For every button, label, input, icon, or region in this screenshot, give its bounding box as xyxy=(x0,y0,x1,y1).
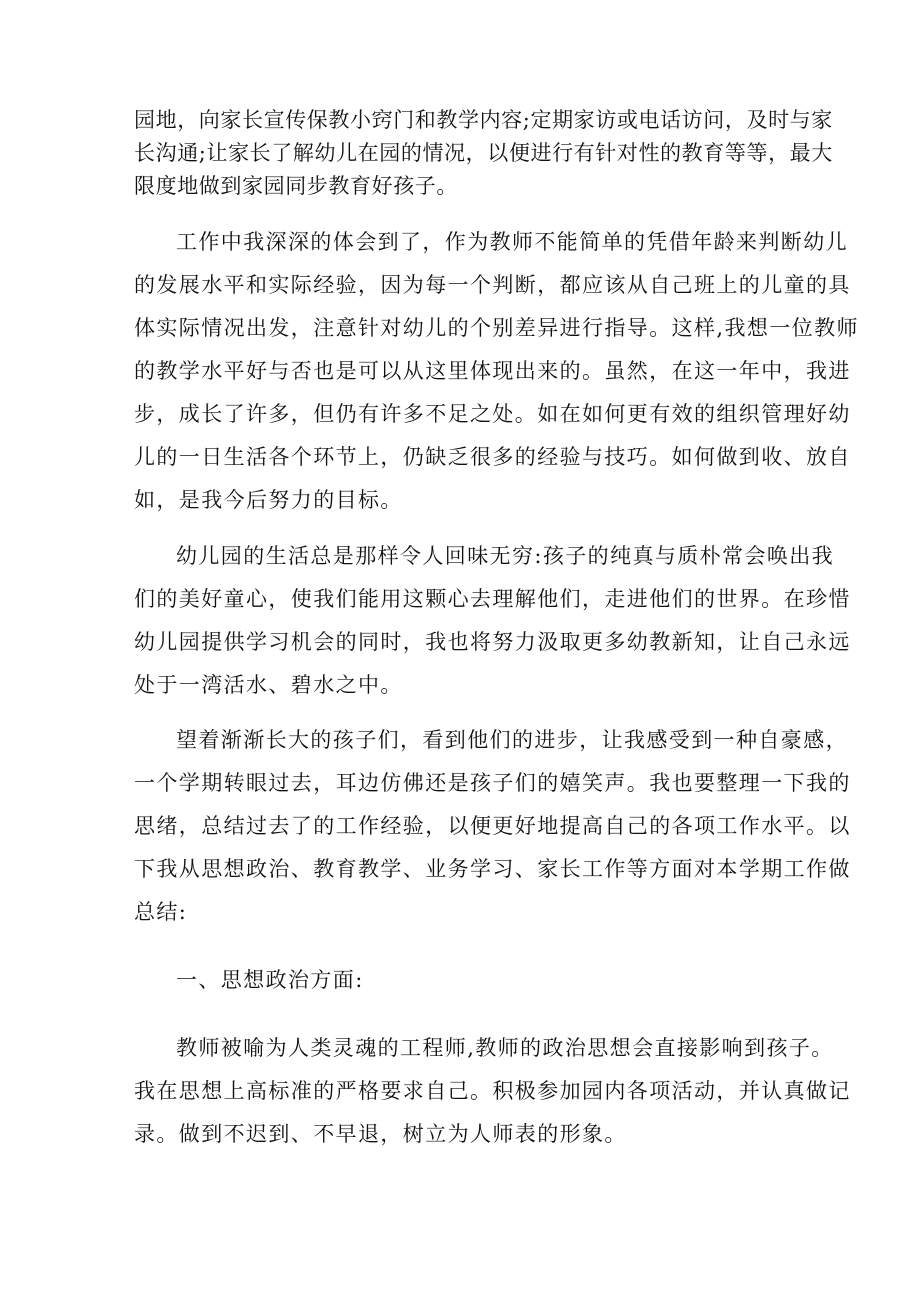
paragraph-line: 如，是我今后努力的目标。 xyxy=(134,488,403,512)
paragraph-line: 幼儿园的生活总是那样令人回味无穷:孩子的纯真与质朴常会唤出我 xyxy=(176,544,835,568)
paragraph-line: 一个学期转眼过去，耳边仿佛还是孩子们的嬉笑声。我也要整理一下我的 xyxy=(134,771,851,795)
paragraph-line: 望着渐渐长大的孩子们，看到他们的进步，让我感受到一种自豪感， xyxy=(176,728,848,752)
paragraph-1 xyxy=(134,104,833,203)
paragraph-2 xyxy=(134,221,859,522)
paragraph-line: 限度地做到家园同步教育好孩子。 xyxy=(134,174,458,198)
paragraph-line: 体实际情况出发，注意针对幼儿的个别差异进行指导。这样,我想一位教师 xyxy=(134,316,859,340)
section-heading-text: 一、思想政治方面: xyxy=(176,968,364,992)
paragraph-line: 们的美好童心，使我们能用这颗心去理解他们，走进他们的世界。在珍惜 xyxy=(134,587,851,611)
paragraph-line: 工作中我深深的体会到了，作为教师不能简单的凭借年龄来判断幼儿 xyxy=(176,230,848,254)
paragraph-line: 步，成长了许多，但仍有许多不足之处。如在如何更有效的组织管理好幼 xyxy=(134,402,851,426)
paragraph-4 xyxy=(134,719,851,934)
paragraph-line: 的发展水平和实际经验，因为每一个判断，都应该从自己班上的儿童的具 xyxy=(134,273,851,297)
paragraph-line: 思绪，总结过去了的工作经验，以便更好地提高自己的各项工作水平。以 xyxy=(134,814,851,838)
paragraph-line: 的教学水平好与否也是可以从这里体现出来的。虽然，在这一年中，我进 xyxy=(134,359,851,383)
paragraph-line: 处于一湾活水、碧水之中。 xyxy=(134,673,403,697)
paragraph-line: 录。做到不迟到、不早退，树立为人师表的形象。 xyxy=(134,1122,627,1146)
section-heading xyxy=(134,959,794,1002)
paragraph-line: 长沟通;让家长了解幼儿在园的情况，以便进行有针对性的教育等等，最大 xyxy=(134,141,833,165)
paragraph-line: 园地，向家长宣传保教小窍门和教学内容;定期家访或电话访问，及时与家 xyxy=(134,108,833,132)
paragraph-line: 教师被喻为人类灵魂的工程师,教师的政治思想会直接影响到孩子。 xyxy=(176,1036,834,1060)
paragraph-6 xyxy=(134,1027,851,1156)
paragraph-line: 下我从思想政治、教育教学、业务学习、家长工作等方面对本学期工作做 xyxy=(134,857,851,881)
paragraph-line: 总结: xyxy=(134,900,188,924)
paragraph-line: 儿的一日生活各个环节上，仍缺乏很多的经验与技巧。如何做到收、放自 xyxy=(134,445,851,469)
paragraph-line: 幼儿园提供学习机会的同时，我也将努力汲取更多幼教新知，让自己永远 xyxy=(134,630,851,654)
paragraph-3 xyxy=(134,535,851,707)
paragraph-line: 我在思想上高标准的严格要求自己。积极参加园内各项活动，并认真做记 xyxy=(134,1079,851,1103)
